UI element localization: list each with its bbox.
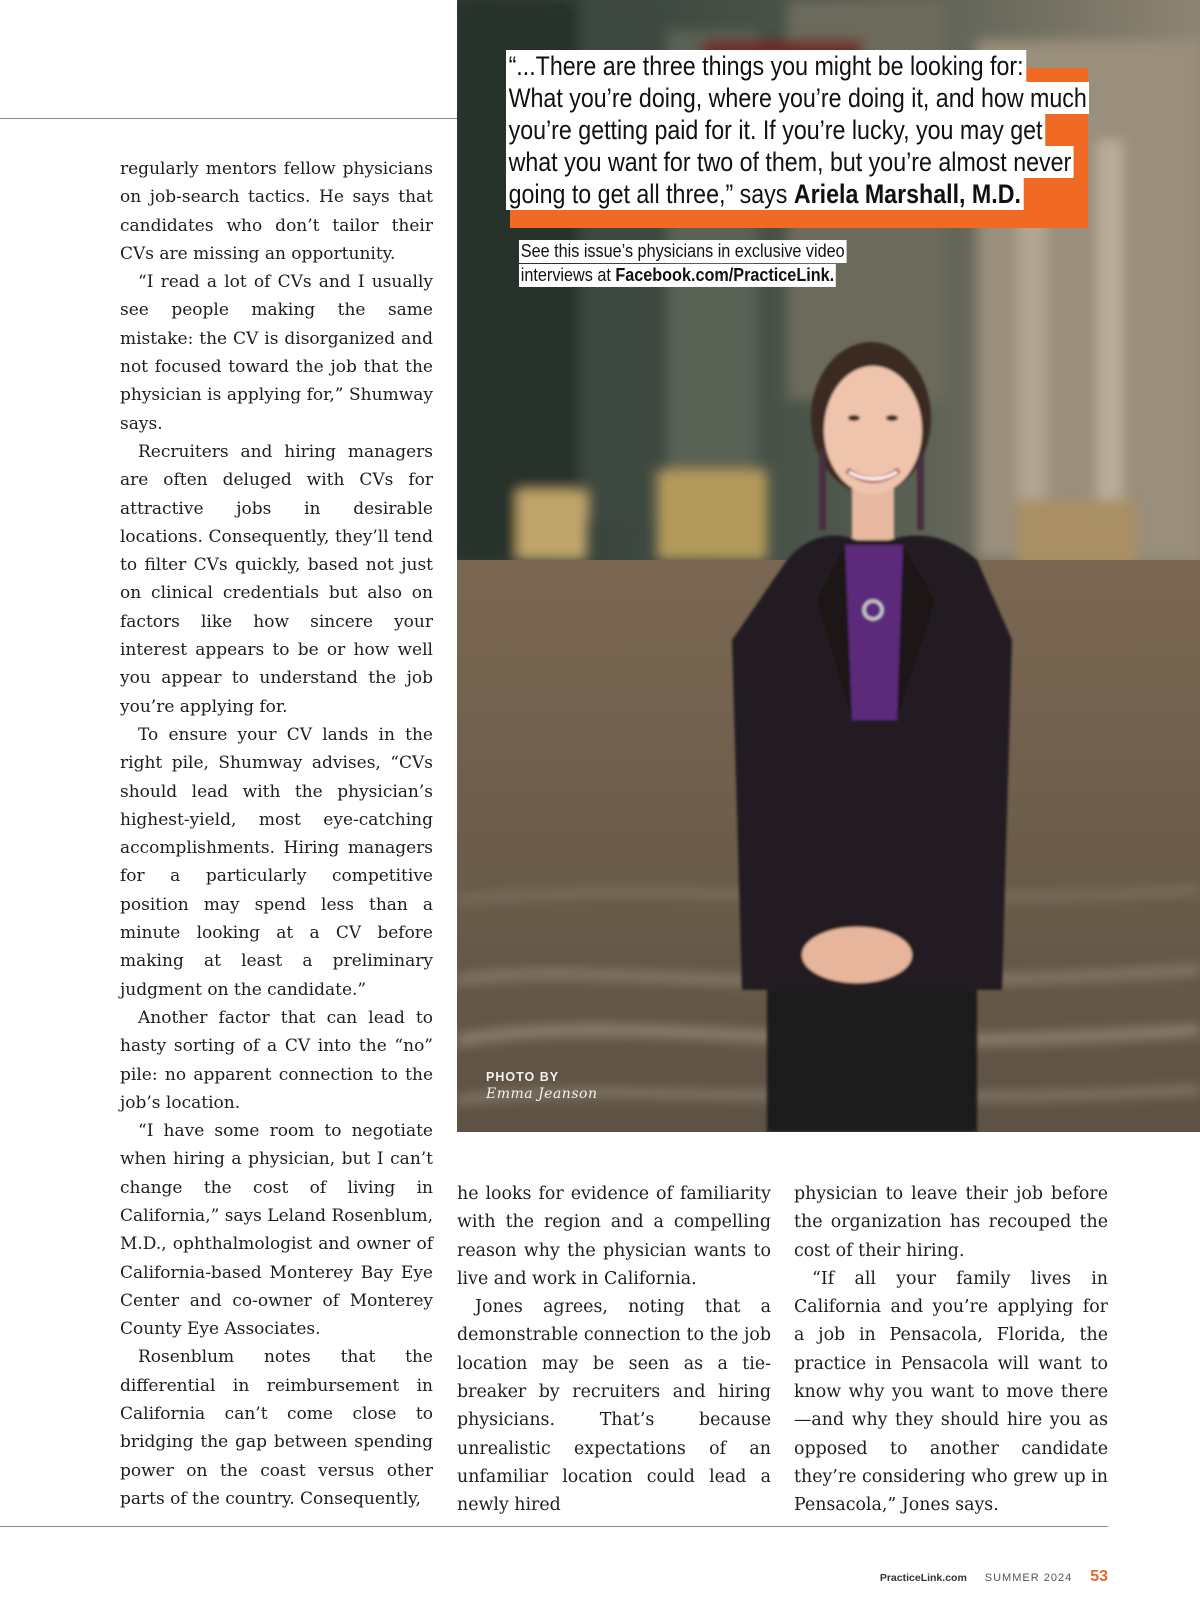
paragraph: “I read a lot of CVs and I usually see people making the same mistake: the CV is disorganized and not focused toward the job that the physician is applying for,” Shumway says.: [120, 272, 433, 434]
paragraph: Recruiters and hiring managers are often deluged with CVs for attractive jobs in desirable locations. Consequently, they’ll tend to filter CVs quickly, based not just on clinical credentials but also on factors like how sincere your interest appears to be or how well you appear to understand the job you’re applying for.: [120, 441, 433, 717]
paragraph: Jones agrees, noting that a demonstrable connection to the job location may be seen as a tie-breaker by recruiters and hiring physicians. That’s because unrealistic expectations of an unfamiliar location could lead a newly hired: [457, 1297, 771, 1516]
page-footer: [880, 1568, 1108, 1586]
pull-quote-line: What you’re doing, where you’re doing it, and how much: [506, 82, 1089, 114]
facebook-link[interactable]: Facebook.com/PracticeLink.: [615, 265, 835, 285]
footer-site[interactable]: PracticeLink.com: [879, 1572, 967, 1584]
photo-credit-label: PHOTO BY: [486, 1070, 560, 1084]
article-column-left: [120, 155, 433, 1513]
footer-issue: SUMMER 2024: [984, 1572, 1073, 1584]
pull-quote-line: you’re getting paid for it. If you’re lucky, you may get: [506, 114, 1045, 146]
top-divider: [0, 118, 457, 119]
article-column-right: [794, 1180, 1108, 1520]
photo-credit: [486, 1070, 597, 1102]
pull-quote-line: “...There are three things you might be looking for:: [506, 50, 1026, 82]
paragraph: “I have some room to negotiate when hiring a physician, but I can’t change the cost of living in California,” says Leland Rosenblum, M.D., ophthalmologist and owner of California-based Monterey Bay Eye Center and co-owner of Monterey County Eye Associates.: [120, 1121, 433, 1340]
video-note-text: interviews at: [520, 265, 616, 285]
paragraph: he looks for evidence of familiarity with the region and a compelling reason why the physician wants to live and work in California.: [457, 1184, 771, 1289]
paragraph: “If all your family lives in California and you’re applying for a job in Pensacola, Florida, the practice in Pensacola will want to know why you want to move there—and why they should hire you as opposed to another candidate they’re considering who grew up in Pensacola,” Jones says.: [794, 1268, 1108, 1516]
video-note-line: See this issue’s physicians in exclusive video: [520, 241, 845, 261]
pull-quote-attribution: Ariela Marshall, M.D.: [793, 179, 1021, 209]
paragraph: Rosenblum notes that the differential in reimbursement in California can’t come close to bridging the gap between spending power on the coast versus other parts of the country. Consequently,: [120, 1347, 433, 1509]
paragraph: physician to leave their job before the organization has recouped the cost of their hiring.: [794, 1184, 1108, 1261]
paragraph: Another factor that can lead to hasty sorting of a CV into the “no” pile: no apparent connection to the job’s location.: [120, 1007, 433, 1113]
paragraph: To ensure your CV lands in the right pile, Shumway advises, “CVs should lead with the physician’s highest-yield, most eye-catching accomplishments. Hiring managers for a particularly competitive position may spend less than a minute looking at a CV before making at least a preliminary judgment on the candidate.”: [120, 724, 433, 1000]
page-number: 53: [1090, 1568, 1108, 1585]
video-note-line: [519, 264, 836, 287]
video-note: [519, 240, 883, 288]
article-column-middle: [457, 1180, 771, 1520]
pull-quote-line: [506, 178, 1024, 210]
bottom-divider: [0, 1526, 1108, 1527]
paragraph: regularly mentors fellow physicians on job-search tactics. He says that candidates who don’t tailor their CVs are missing an opportunity.: [120, 159, 433, 264]
pull-quote-text: going to get all three,” says: [508, 179, 794, 209]
pull-quote-line: what you want for two of them, but you’re almost never: [506, 146, 1074, 178]
pull-quote: [506, 50, 1086, 210]
photographer-name: Emma Jeanson: [486, 1086, 598, 1102]
